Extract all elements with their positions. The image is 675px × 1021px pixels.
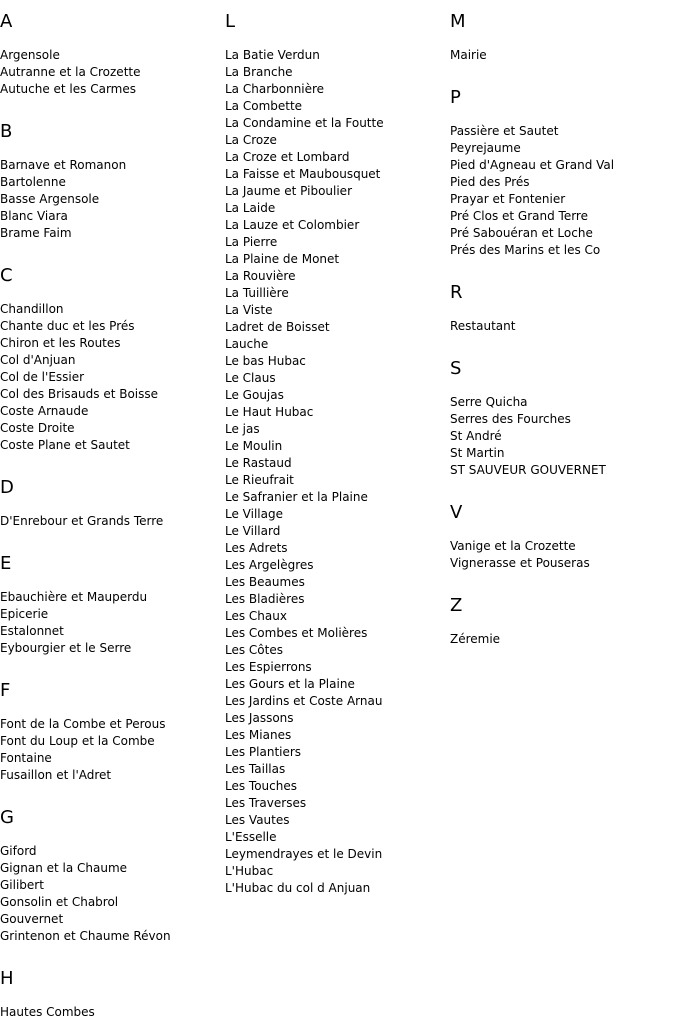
place-list xyxy=(0,843,220,945)
list-item xyxy=(225,336,447,353)
place-link[interactable]: Eybourgier et le Serre xyxy=(0,641,132,655)
place-link[interactable]: Le Goujas xyxy=(225,388,284,402)
place-list xyxy=(0,589,220,657)
letter-section-s xyxy=(450,358,675,479)
place-link[interactable]: Coste Plane et Sautet xyxy=(0,438,130,452)
list-item xyxy=(0,843,220,860)
place-link[interactable]: La Croze et Lombard xyxy=(225,150,350,164)
place-link[interactable]: La Croze xyxy=(225,133,277,147)
letter-section-b xyxy=(0,121,220,242)
list-item xyxy=(225,438,447,455)
section-letter-heading: E xyxy=(0,553,12,574)
list-item xyxy=(225,370,447,387)
place-link[interactable]: Argensole xyxy=(0,48,60,62)
section-letter-heading: B xyxy=(0,121,13,142)
list-item xyxy=(225,727,447,744)
letter-section-z xyxy=(450,595,675,648)
place-link[interactable]: La Rouvière xyxy=(225,269,296,283)
list-item xyxy=(0,437,220,454)
place-link[interactable]: Les Jassons xyxy=(225,711,294,725)
place-link[interactable]: Pied des Prés xyxy=(450,175,530,189)
list-item xyxy=(0,318,220,335)
place-link[interactable]: Le bas Hubac xyxy=(225,354,306,368)
index-column-3 xyxy=(450,0,675,648)
list-item xyxy=(225,744,447,761)
place-link[interactable]: Coste Droite xyxy=(0,421,75,435)
list-item xyxy=(450,208,675,225)
place-link[interactable]: Gilibert xyxy=(0,878,44,892)
letter-section-h xyxy=(0,968,220,1021)
place-link[interactable]: Les Mianes xyxy=(225,728,292,742)
place-link[interactable]: La Lauze et Colombier xyxy=(225,218,360,232)
list-item xyxy=(225,200,447,217)
list-item xyxy=(0,589,220,606)
list-item xyxy=(225,132,447,149)
list-item xyxy=(225,268,447,285)
place-link[interactable]: Restautant xyxy=(450,319,516,333)
section-letter-heading: S xyxy=(450,358,462,379)
list-item xyxy=(0,208,220,225)
section-letter-heading: P xyxy=(450,87,461,108)
list-item xyxy=(450,538,675,555)
place-link[interactable]: La Plaine de Monet xyxy=(225,252,340,266)
list-item xyxy=(0,513,220,530)
list-item xyxy=(225,387,447,404)
list-item xyxy=(225,761,447,778)
list-item xyxy=(450,47,675,64)
place-link[interactable]: D'Enrebour et Grands Terre xyxy=(0,514,164,528)
list-item xyxy=(225,591,447,608)
place-link[interactable]: Les Adrets xyxy=(225,541,288,555)
place-link[interactable]: La Batie Verdun xyxy=(225,48,320,62)
place-list xyxy=(0,1004,220,1021)
list-item xyxy=(225,302,447,319)
place-link[interactable]: Fontaine xyxy=(0,751,52,765)
letter-section-c xyxy=(0,265,220,454)
list-item xyxy=(0,47,220,64)
place-list xyxy=(0,47,220,98)
place-link[interactable]: Peyrejaume xyxy=(450,141,521,155)
list-item xyxy=(225,540,447,557)
list-item xyxy=(0,767,220,784)
place-list xyxy=(0,716,220,784)
place-link[interactable]: Chante duc et les Prés xyxy=(0,319,135,333)
section-letter-heading: A xyxy=(0,11,13,32)
list-item xyxy=(225,64,447,81)
place-link[interactable]: Brame Faim xyxy=(0,226,72,240)
place-link[interactable]: Col de l'Essier xyxy=(0,370,85,384)
list-item xyxy=(225,659,447,676)
list-item xyxy=(225,795,447,812)
place-link[interactable]: Serres des Fourches xyxy=(450,412,571,426)
list-item xyxy=(0,335,220,352)
list-item xyxy=(225,455,447,472)
place-link[interactable]: Le jas xyxy=(225,422,260,436)
place-link[interactable]: Autranne et la Crozette xyxy=(0,65,141,79)
section-letter-heading: L xyxy=(225,11,236,32)
place-link[interactable]: L'Esselle xyxy=(225,830,277,844)
list-item xyxy=(0,623,220,640)
place-link[interactable]: Col des Brisauds et Boisse xyxy=(0,387,159,401)
place-link[interactable]: Bartolenne xyxy=(0,175,66,189)
list-item xyxy=(0,420,220,437)
list-item xyxy=(225,625,447,642)
place-link[interactable]: Barnave et Romanon xyxy=(0,158,127,172)
section-letter-heading: G xyxy=(0,807,14,828)
list-item xyxy=(225,166,447,183)
place-link[interactable]: L'Hubac du col d Anjuan xyxy=(225,881,371,895)
place-link[interactable]: Mairie xyxy=(450,48,487,62)
list-item xyxy=(0,403,220,420)
list-item xyxy=(225,47,447,64)
list-item xyxy=(0,733,220,750)
place-link[interactable]: Gignan et la Chaume xyxy=(0,861,128,875)
place-link[interactable]: La Jaume et Piboulier xyxy=(225,184,352,198)
place-link[interactable]: La Viste xyxy=(225,303,273,317)
place-link[interactable]: Le Rastaud xyxy=(225,456,292,470)
place-link[interactable]: Coste Arnaude xyxy=(0,404,89,418)
place-link[interactable]: Chandillon xyxy=(0,302,64,316)
list-item xyxy=(0,369,220,386)
list-item xyxy=(0,750,220,767)
list-item xyxy=(450,157,675,174)
list-item xyxy=(450,191,675,208)
list-item xyxy=(225,98,447,115)
place-list xyxy=(450,394,675,479)
list-item xyxy=(450,225,675,242)
place-link[interactable]: Les Traverses xyxy=(225,796,307,810)
place-link[interactable]: Gonsolin et Chabrol xyxy=(0,895,119,909)
place-link[interactable]: Le Villard xyxy=(225,524,281,538)
list-item xyxy=(450,445,675,462)
place-link[interactable]: Ladret de Boisset xyxy=(225,320,330,334)
list-item xyxy=(225,404,447,421)
place-link[interactable]: Col d'Anjuan xyxy=(0,353,76,367)
place-link[interactable]: Les Touches xyxy=(225,779,297,793)
list-item xyxy=(450,318,675,335)
list-item xyxy=(450,394,675,411)
place-link[interactable]: Pied d'Agneau et Grand Val xyxy=(450,158,615,172)
place-link[interactable]: Gouvernet xyxy=(0,912,64,926)
place-link[interactable]: Grintenon et Chaume Révon xyxy=(0,929,171,943)
place-link[interactable]: La Faisse et Maubousquet xyxy=(225,167,381,181)
list-item xyxy=(225,489,447,506)
place-link[interactable]: Pré Clos et Grand Terre xyxy=(450,209,588,223)
list-item xyxy=(450,123,675,140)
list-item xyxy=(0,606,220,623)
list-item xyxy=(225,710,447,727)
place-list xyxy=(450,123,675,259)
section-letter-heading: F xyxy=(0,680,11,701)
list-item xyxy=(0,640,220,657)
place-link[interactable]: Les Bladières xyxy=(225,592,305,606)
list-item xyxy=(450,174,675,191)
list-item xyxy=(0,386,220,403)
place-link[interactable]: Leymendrayes et le Devin xyxy=(225,847,383,861)
section-letter-heading: R xyxy=(450,282,463,303)
list-item xyxy=(450,140,675,157)
place-link[interactable]: Le Haut Hubac xyxy=(225,405,314,419)
place-link[interactable]: St Martin xyxy=(450,446,505,460)
letter-section-l xyxy=(225,11,447,897)
list-item xyxy=(0,81,220,98)
place-link[interactable]: Pré Sabouéran et Loche xyxy=(450,226,593,240)
list-item xyxy=(225,81,447,98)
list-item xyxy=(225,234,447,251)
list-item xyxy=(0,928,220,945)
section-letter-heading: V xyxy=(450,502,463,523)
place-list xyxy=(450,631,675,648)
list-item xyxy=(225,353,447,370)
list-item xyxy=(225,642,447,659)
letter-section-g xyxy=(0,807,220,945)
list-item xyxy=(225,251,447,268)
place-link[interactable]: Fusaillon et l'Adret xyxy=(0,768,112,782)
place-link[interactable]: Basse Argensole xyxy=(0,192,100,206)
list-item xyxy=(0,894,220,911)
list-item xyxy=(225,506,447,523)
list-item xyxy=(225,149,447,166)
section-letter-heading: H xyxy=(0,968,14,989)
place-link[interactable]: Estalonnet xyxy=(0,624,64,638)
place-list xyxy=(225,47,447,897)
place-list xyxy=(0,513,220,530)
place-link[interactable]: Font de la Combe et Perous xyxy=(0,717,166,731)
place-link[interactable]: Autuche et les Carmes xyxy=(0,82,136,96)
place-link[interactable]: Lauche xyxy=(225,337,269,351)
place-link[interactable]: Le Moulin xyxy=(225,439,283,453)
place-link[interactable]: Les Combes et Molières xyxy=(225,626,368,640)
place-link[interactable]: Vignerasse et Pouseras xyxy=(450,556,590,570)
place-link[interactable]: La Condamine et la Foutte xyxy=(225,116,384,130)
list-item xyxy=(225,880,447,897)
list-item xyxy=(0,301,220,318)
list-item xyxy=(0,191,220,208)
list-item xyxy=(0,877,220,894)
index-column-2 xyxy=(225,0,447,897)
list-item xyxy=(225,472,447,489)
place-link[interactable]: Giford xyxy=(0,844,37,858)
place-list xyxy=(450,538,675,572)
place-link[interactable]: Les Vautes xyxy=(225,813,290,827)
section-letter-heading: C xyxy=(0,265,13,286)
place-link[interactable]: Chiron et les Routes xyxy=(0,336,121,350)
list-item xyxy=(0,716,220,733)
index-column-1 xyxy=(0,0,220,1021)
place-link[interactable]: Le Village xyxy=(225,507,283,521)
list-item xyxy=(225,557,447,574)
list-item xyxy=(225,574,447,591)
place-link[interactable]: Les Côtes xyxy=(225,643,283,657)
list-item xyxy=(225,319,447,336)
list-item xyxy=(225,693,447,710)
place-link[interactable]: Les Argelègres xyxy=(225,558,314,572)
list-item xyxy=(0,64,220,81)
list-item xyxy=(450,631,675,648)
place-link[interactable]: Le Rieufrait xyxy=(225,473,294,487)
place-link[interactable]: La Branche xyxy=(225,65,293,79)
place-link[interactable]: Les Beaumes xyxy=(225,575,305,589)
place-link[interactable]: Font du Loup et la Combe xyxy=(0,734,155,748)
place-link[interactable]: Les Jardins et Coste Arnau xyxy=(225,694,383,708)
place-link[interactable]: Les Espierrons xyxy=(225,660,312,674)
place-link[interactable]: Les Gours et la Plaine xyxy=(225,677,355,691)
list-item xyxy=(450,462,675,479)
list-item xyxy=(450,555,675,572)
place-list xyxy=(0,301,220,454)
list-item xyxy=(225,676,447,693)
place-link[interactable]: La Charbonnière xyxy=(225,82,325,96)
letter-section-p xyxy=(450,87,675,259)
letter-section-d xyxy=(0,477,220,530)
place-link[interactable]: Vanige et la Crozette xyxy=(450,539,576,553)
place-link[interactable]: Prés des Marins et les Co xyxy=(450,243,601,257)
place-link[interactable]: St André xyxy=(450,429,502,443)
place-link[interactable]: Ebauchière et Mauperdu xyxy=(0,590,148,604)
place-list xyxy=(450,318,675,335)
list-item xyxy=(225,812,447,829)
section-letter-heading: D xyxy=(0,477,14,498)
place-link[interactable]: Prayar et Fontenier xyxy=(450,192,566,206)
place-link[interactable]: Blanc Viara xyxy=(0,209,68,223)
letter-section-m xyxy=(450,11,675,64)
place-link[interactable]: La Combette xyxy=(225,99,303,113)
letter-section-r xyxy=(450,282,675,335)
list-item xyxy=(0,174,220,191)
letter-section-v xyxy=(450,502,675,572)
place-link[interactable]: Passière et Sautet xyxy=(450,124,559,138)
place-list xyxy=(450,47,675,64)
list-item xyxy=(0,352,220,369)
list-item xyxy=(225,285,447,302)
place-link[interactable]: Les Chaux xyxy=(225,609,287,623)
letter-section-f xyxy=(0,680,220,784)
list-item xyxy=(225,829,447,846)
list-item xyxy=(0,225,220,242)
section-letter-heading: Z xyxy=(450,595,463,616)
list-item xyxy=(225,217,447,234)
place-link[interactable]: Epicerie xyxy=(0,607,49,621)
list-item xyxy=(225,778,447,795)
place-link[interactable]: La Tuillière xyxy=(225,286,289,300)
list-item xyxy=(0,860,220,877)
place-link[interactable]: Hautes Combes xyxy=(0,1005,95,1019)
place-link[interactable]: Le Safranier et la Plaine xyxy=(225,490,368,504)
list-item xyxy=(225,523,447,540)
place-link[interactable]: Les Taillas xyxy=(225,762,286,776)
list-item xyxy=(0,911,220,928)
place-link[interactable]: Serre Quicha xyxy=(450,395,528,409)
letter-section-a xyxy=(0,11,220,98)
list-item xyxy=(0,1004,220,1021)
list-item xyxy=(225,183,447,200)
place-list xyxy=(0,157,220,242)
list-item xyxy=(225,115,447,132)
place-link[interactable]: La Pierre xyxy=(225,235,278,249)
list-item xyxy=(225,863,447,880)
place-link[interactable]: Les Plantiers xyxy=(225,745,302,759)
letter-section-e xyxy=(0,553,220,657)
place-link[interactable]: ST SAUVEUR GOUVERNET xyxy=(450,463,606,477)
list-item xyxy=(450,411,675,428)
list-item xyxy=(225,421,447,438)
place-link[interactable]: Zéremie xyxy=(450,632,501,646)
place-link[interactable]: Le Claus xyxy=(225,371,276,385)
list-item xyxy=(0,157,220,174)
list-item xyxy=(450,428,675,445)
list-item xyxy=(225,846,447,863)
place-link[interactable]: La Laide xyxy=(225,201,276,215)
place-link[interactable]: L'Hubac xyxy=(225,864,274,878)
section-letter-heading: M xyxy=(450,11,466,32)
list-item xyxy=(225,608,447,625)
list-item xyxy=(450,242,675,259)
